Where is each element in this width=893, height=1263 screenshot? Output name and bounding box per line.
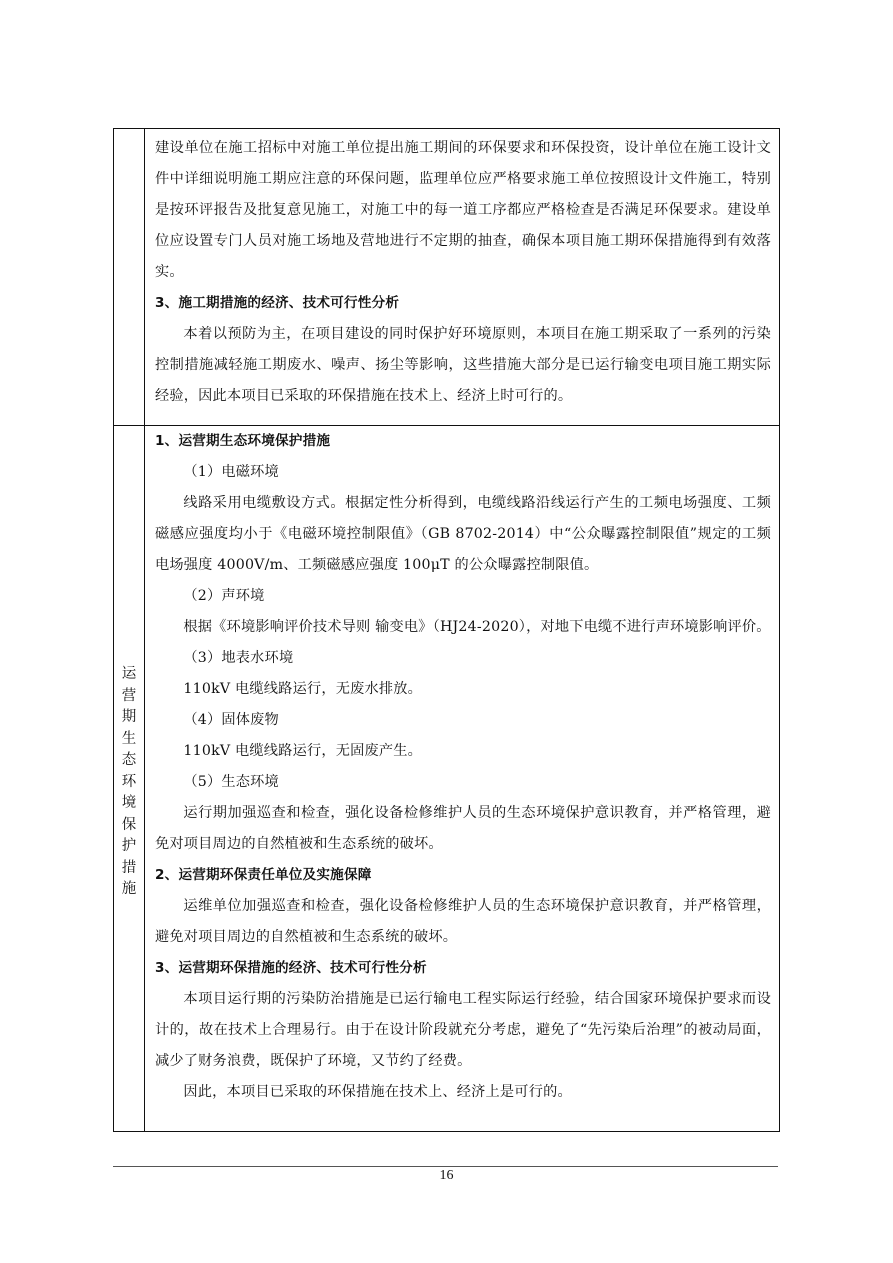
feasibility-paragraph: 本项目运行期的污染防治措施是已运行输电工程实际运行经验，结合国家环境保护要求而设计的，故在技术上合理易行。由于在设计阶段就充分考虑，避免了“先污染后治理”的被动局面，减少了财务浪费，既保护了环境，又节约了经费。: [155, 991, 771, 1069]
measures-table: [113, 128, 780, 1132]
feasibility-paragraph: 本着以预防为主，在项目建设的同时保护好环境原则，本项目在施工期采取了一系列的污染控制措施减轻施工期废水、噪声、扬尘等影响，这些措施大部分是已运行输变电项目施工期实际经验，因此本项目已采取的环保措施在技术上、经济上时可行的。: [155, 326, 771, 404]
section-heading: 3、运营期环保措施的经济、技术可行性分析: [155, 960, 427, 976]
operation-period-label: 运 营 期 生 态 环 境 保 护 措 施: [121, 666, 137, 897]
responsibility-paragraph: 运维单位加强巡查和检查，强化设备检修维护人员的生态环境保护意识教育，并严格管理，避免对项目周边的自然植被和生态系统的破坏。: [155, 898, 771, 945]
section-heading: 1、运营期生态环境保护措施: [155, 433, 331, 449]
subsection-title: （2）声环境: [183, 588, 265, 604]
subsection-text: 110kV 电缆线路运行，无固废产生。: [183, 743, 423, 759]
subsection-text: 运行期加强巡查和检查，强化设备检修维护人员的生态环境保护意识教育，并严格管理，避免对项目周边的自然植被和生态系统的破坏。: [155, 805, 771, 852]
subsection-title: （4）固体废物: [183, 712, 279, 728]
construction-paragraph: 建设单位在施工招标中对施工单位提出施工期间的环保要求和环保投资，设计单位在施工设计文件中详细说明施工期应注意的环保问题，监理单位应严格要求施工单位按照设计文件施工，特别是按环评报告及批复意见施工，对施工中的每一道工序都应严格检查是否满足环保要求。建设单位应设置专门人员对施工场地及营地进行不定期的抽查，确保本项目施工期环保措施得到有效落实。: [155, 140, 771, 280]
table-row-construction: [114, 129, 779, 426]
page-number: 16: [439, 1168, 454, 1183]
subsection-title: （3）地表水环境: [183, 650, 294, 666]
subsection-text: 线路采用电缆敷设方式。根据定性分析得到，电缆线路沿线运行产生的工频电场强度、工频磁感应强度均小于《电磁环境控制限值》（GB 8702-2014）中“公众曝露控制限值”规定的工频电场强度 4000V/m、工频磁感应强度 100μT 的公众曝露控制限值。: [155, 495, 771, 573]
construction-content: [155, 133, 771, 412]
subsection-text: 根据《环境影响评价技术导则 输变电》（HJ24-2020），对地下电缆不进行声环境影响评价。: [183, 619, 771, 635]
subsection-title: （1）电磁环境: [183, 464, 279, 480]
section-heading: 3、施工期措施的经济、技术可行性分析: [155, 295, 400, 311]
table-row-operation: [114, 426, 779, 1131]
subsection-title: （5）生态环境: [183, 774, 279, 790]
footer-divider: [113, 1166, 778, 1167]
section-heading: 2、运营期环保责任单位及实施保障: [155, 867, 372, 883]
row-label-cell: [114, 426, 145, 1131]
subsection-text: 110kV 电缆线路运行，无废水排放。: [183, 681, 423, 697]
conclusion-paragraph: 因此，本项目已采取的环保措施在技术上、经济上是可行的。: [183, 1084, 572, 1100]
row-label-cell: [114, 129, 145, 425]
operation-content: [155, 426, 771, 1108]
